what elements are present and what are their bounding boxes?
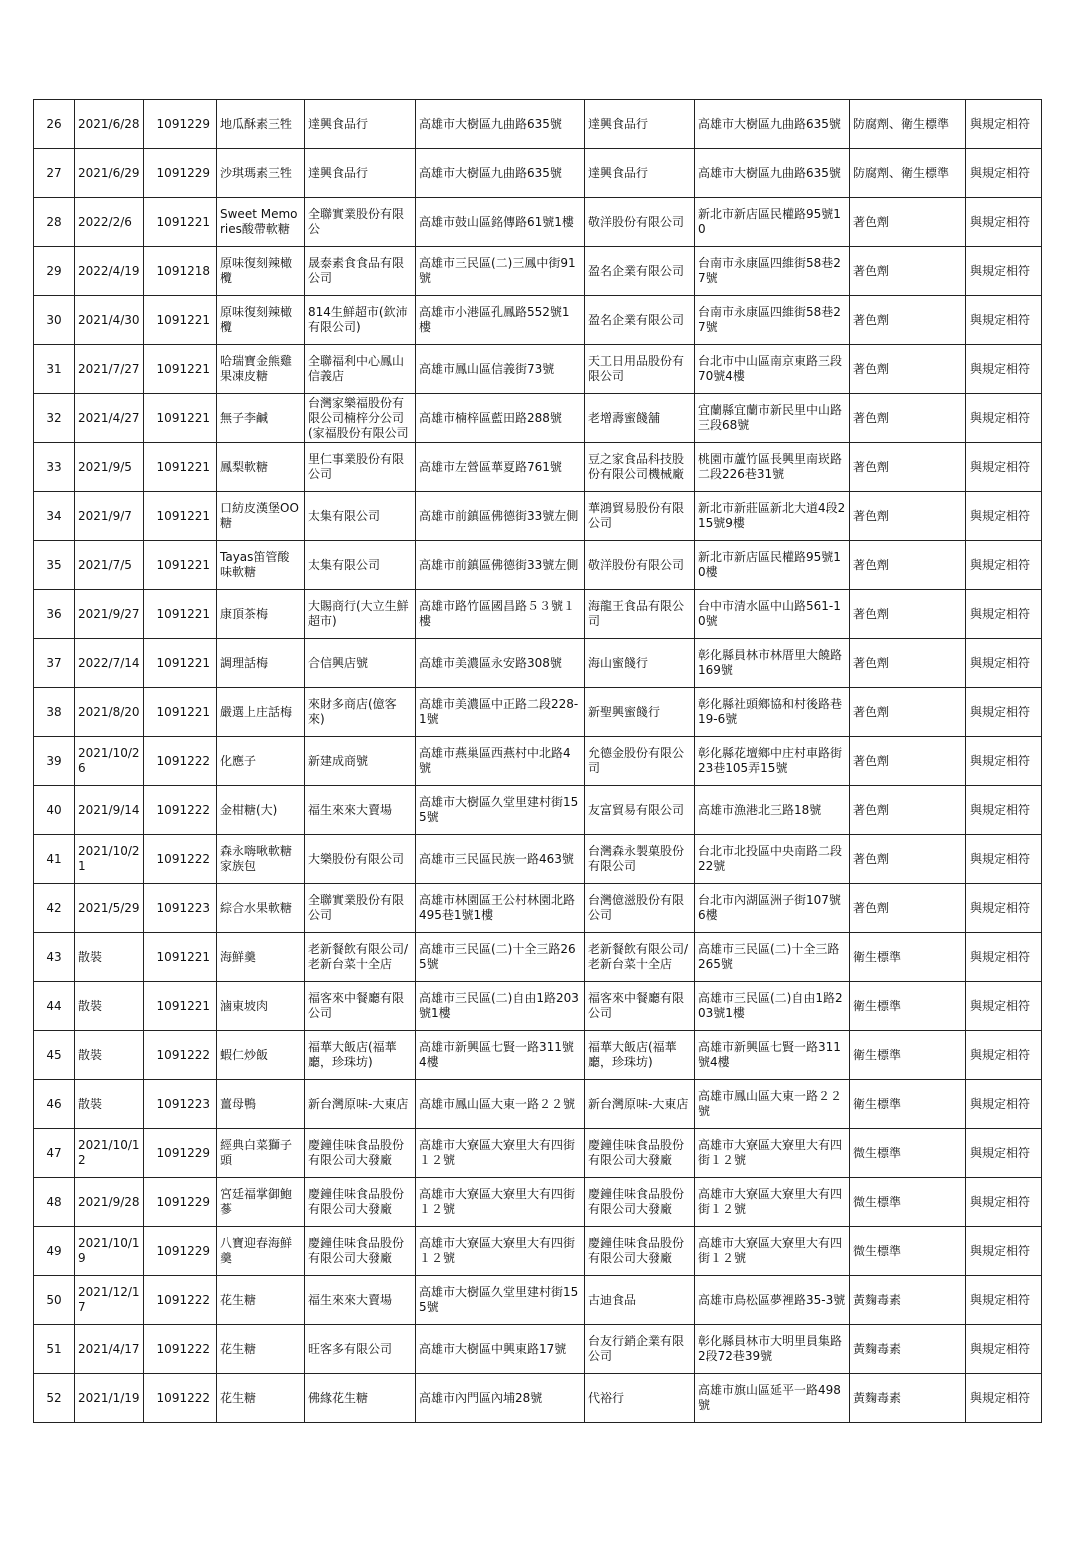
manufacture-date-cell: 2021/9/28 [75,1178,144,1227]
test-items-cell: 黃麴毒素 [850,1325,966,1374]
product-name-cell: 蝦仁炒飯 [217,1031,305,1080]
row-number-cell: 49 [34,1227,75,1276]
sampling-address-cell: 高雄市左營區華夏路761號 [416,443,585,492]
manufacturer-cell: 敬洋股份有限公司 [585,541,695,590]
manufacture-date-cell: 2021/7/27 [75,345,144,394]
test-items-cell: 著色劑 [850,198,966,247]
sampling-place-cell: 旺客多有限公司 [305,1325,416,1374]
sample-code-cell: 1091222 [144,1276,217,1325]
table-row [34,492,1042,541]
row-number-cell: 51 [34,1325,75,1374]
inspection-results-table [33,99,1042,1423]
manufacture-date-cell: 散裝 [75,1080,144,1129]
test-items-cell: 著色劑 [850,786,966,835]
product-name-cell: 金柑糖(大) [217,786,305,835]
sampling-place-cell: 佛緣花生糖 [305,1374,416,1423]
manufacture-date-cell: 2021/6/29 [75,149,144,198]
test-items-cell: 著色劑 [850,394,966,443]
sample-code-cell: 1091221 [144,296,217,345]
sampling-place-cell: 814生鮮超市(欽沛有限公司) [305,296,416,345]
manufacturer-cell: 達興食品行 [585,149,695,198]
sampling-address-cell: 高雄市大樹區九曲路635號 [416,149,585,198]
manufacturer-address-cell: 高雄市三民區(二)十全三路265號 [695,933,850,982]
product-name-cell: Sweet Memories酸帶軟糖 [217,198,305,247]
table-row [34,639,1042,688]
row-number-cell: 48 [34,1178,75,1227]
table-row [34,345,1042,394]
test-result-cell: 與規定相符 [966,639,1042,688]
manufacturer-address-cell: 彰化縣員林市大明里員集路2段72巷39號 [695,1325,850,1374]
manufacturer-cell: 允德金股份有限公司 [585,737,695,786]
sampling-place-cell: 福華大飯店(福華廳，珍珠坊) [305,1031,416,1080]
manufacturer-cell: 海山蜜餞行 [585,639,695,688]
sample-code-cell: 1091221 [144,590,217,639]
manufacturer-address-cell: 高雄市三民區(二)自由1路203號1樓 [695,982,850,1031]
row-number-cell: 27 [34,149,75,198]
test-result-cell: 與規定相符 [966,1374,1042,1423]
test-result-cell: 與規定相符 [966,1178,1042,1227]
test-items-cell: 著色劑 [850,688,966,737]
sampling-place-cell: 老新餐飲有限公司/老新台菜十全店 [305,933,416,982]
manufacturer-address-cell: 台南市永康區四維街58巷27號 [695,247,850,296]
sampling-address-cell: 高雄市大樹區九曲路635號 [416,100,585,149]
product-name-cell: 經典白菜獅子頭 [217,1129,305,1178]
sample-code-cell: 1091221 [144,688,217,737]
sampling-place-cell: 福生來來大賣場 [305,1276,416,1325]
row-number-cell: 41 [34,835,75,884]
test-result-cell: 與規定相符 [966,492,1042,541]
product-name-cell: 花生糖 [217,1276,305,1325]
sampling-place-cell: 達興食品行 [305,100,416,149]
sampling-place-cell: 大樂股份有限公司 [305,835,416,884]
sampling-address-cell: 高雄市鼓山區銘傳路61號1樓 [416,198,585,247]
test-items-cell: 著色劑 [850,443,966,492]
row-number-cell: 29 [34,247,75,296]
manufacture-date-cell: 2021/7/5 [75,541,144,590]
test-items-cell: 著色劑 [850,835,966,884]
table-row [34,541,1042,590]
test-items-cell: 防腐劑、衛生標準 [850,100,966,149]
sample-code-cell: 1091222 [144,1031,217,1080]
sampling-address-cell: 高雄市大寮區大寮里大有四街１２號 [416,1178,585,1227]
sampling-place-cell: 新台灣原味-大東店 [305,1080,416,1129]
manufacturer-cell: 慶鐘佳味食品股份有限公司大發廠 [585,1227,695,1276]
manufacturer-address-cell: 台北市內湖區洲子街107號6樓 [695,884,850,933]
manufacturer-cell: 盈名企業有限公司 [585,247,695,296]
manufacturer-cell: 代裕行 [585,1374,695,1423]
manufacture-date-cell: 2022/7/14 [75,639,144,688]
sampling-address-cell: 高雄市三民區民族一路463號 [416,835,585,884]
product-name-cell: 宮廷福掌御鮑蔘 [217,1178,305,1227]
test-result-cell: 與規定相符 [966,737,1042,786]
sampling-place-cell: 太集有限公司 [305,541,416,590]
manufacture-date-cell: 2022/4/19 [75,247,144,296]
manufacture-date-cell: 散裝 [75,933,144,982]
sampling-address-cell: 高雄市前鎮區佛德街33號左側 [416,492,585,541]
manufacturer-address-cell: 高雄市大樹區九曲路635號 [695,149,850,198]
sampling-address-cell: 高雄市大樹區久堂里建村街155號 [416,1276,585,1325]
sampling-address-cell: 高雄市鳳山區大東一路２２號 [416,1080,585,1129]
sampling-place-cell: 合信興店號 [305,639,416,688]
product-name-cell: 口紡皮漢堡OO糖 [217,492,305,541]
product-name-cell: Tayas笛管酸味軟糖 [217,541,305,590]
sample-code-cell: 1091221 [144,639,217,688]
sampling-address-cell: 高雄市美濃區永安路308號 [416,639,585,688]
manufacturer-address-cell: 新北市新店區民權路95號10 [695,198,850,247]
test-items-cell: 著色劑 [850,296,966,345]
product-name-cell: 康頂茶梅 [217,590,305,639]
table-body [34,100,1042,1423]
table-row [34,590,1042,639]
table-row [34,786,1042,835]
manufacturer-cell: 盈名企業有限公司 [585,296,695,345]
test-result-cell: 與規定相符 [966,345,1042,394]
manufacture-date-cell: 2021/9/14 [75,786,144,835]
sampling-place-cell: 福生來來大賣場 [305,786,416,835]
sampling-place-cell: 大賜商行(大立生鮮超市) [305,590,416,639]
sampling-place-cell: 福客來中餐廳有限公司 [305,982,416,1031]
sampling-address-cell: 高雄市大樹區久堂里建村街155號 [416,786,585,835]
sampling-place-cell: 全聯實業股份有限公司 [305,884,416,933]
sample-code-cell: 1091221 [144,443,217,492]
test-result-cell: 與規定相符 [966,835,1042,884]
sampling-address-cell: 高雄市三民區(二)三鳳中街91號 [416,247,585,296]
product-name-cell: 鳳梨軟糖 [217,443,305,492]
table-row [34,247,1042,296]
manufacturer-address-cell: 新北市新店區民權路95號10樓 [695,541,850,590]
manufacture-date-cell: 2021/4/30 [75,296,144,345]
sample-code-cell: 1091222 [144,786,217,835]
test-result-cell: 與規定相符 [966,1325,1042,1374]
manufacturer-cell: 新聖興蜜餞行 [585,688,695,737]
test-result-cell: 與規定相符 [966,198,1042,247]
product-name-cell: 哈瑞寶金熊雞果凍皮糖 [217,345,305,394]
table-row [34,198,1042,247]
manufacturer-cell: 台灣森永製菓股份有限公司 [585,835,695,884]
row-number-cell: 28 [34,198,75,247]
row-number-cell: 33 [34,443,75,492]
sampling-address-cell: 高雄市燕巢區西燕村中北路4號 [416,737,585,786]
manufacturer-cell: 天工日用品股份有限公司 [585,345,695,394]
sample-code-cell: 1091221 [144,982,217,1031]
manufacturer-address-cell: 高雄市漁港北三路18號 [695,786,850,835]
row-number-cell: 34 [34,492,75,541]
test-items-cell: 防腐劑、衛生標準 [850,149,966,198]
product-name-cell: 海鮮羹 [217,933,305,982]
table-row [34,1276,1042,1325]
test-items-cell: 衛生標準 [850,982,966,1031]
test-items-cell: 著色劑 [850,345,966,394]
sample-code-cell: 1091223 [144,884,217,933]
test-result-cell: 與規定相符 [966,1129,1042,1178]
manufacturer-address-cell: 彰化縣花壇鄉中庄村車路街23巷105弄15號 [695,737,850,786]
sample-code-cell: 1091222 [144,737,217,786]
sample-code-cell: 1091229 [144,100,217,149]
test-items-cell: 著色劑 [850,590,966,639]
sample-code-cell: 1091222 [144,1325,217,1374]
test-result-cell: 與規定相符 [966,394,1042,443]
test-items-cell: 衛生標準 [850,933,966,982]
manufacturer-cell: 慶鐘佳味食品股份有限公司大發廠 [585,1178,695,1227]
manufacture-date-cell: 2021/10/12 [75,1129,144,1178]
row-number-cell: 35 [34,541,75,590]
manufacturer-cell: 老增壽蜜餞舖 [585,394,695,443]
manufacturer-address-cell: 高雄市鳳山區大東一路２２號 [695,1080,850,1129]
manufacturer-address-cell: 宜蘭縣宜蘭市新民里中山路三段68號 [695,394,850,443]
sampling-address-cell: 高雄市大樹區中興東路17號 [416,1325,585,1374]
manufacturer-cell: 友富貿易有限公司 [585,786,695,835]
manufacture-date-cell: 2021/9/5 [75,443,144,492]
manufacturer-address-cell: 彰化縣員林市林厝里大饒路169號 [695,639,850,688]
manufacture-date-cell: 2021/8/20 [75,688,144,737]
row-number-cell: 50 [34,1276,75,1325]
test-items-cell: 微生標準 [850,1129,966,1178]
manufacturer-cell: 豆之家食品科技股份有限公司機械廠 [585,443,695,492]
test-items-cell: 衛生標準 [850,1031,966,1080]
sampling-address-cell: 高雄市大寮區大寮里大有四街１２號 [416,1129,585,1178]
sample-code-cell: 1091222 [144,835,217,884]
sampling-address-cell: 高雄市美濃區中正路二段228-1號 [416,688,585,737]
test-result-cell: 與規定相符 [966,149,1042,198]
sample-code-cell: 1091229 [144,1178,217,1227]
test-result-cell: 與規定相符 [966,590,1042,639]
manufacturer-cell: 福客來中餐廳有限公司 [585,982,695,1031]
test-items-cell: 著色劑 [850,541,966,590]
manufacturer-cell: 古迪食品 [585,1276,695,1325]
manufacturer-address-cell: 高雄市大寮區大寮里大有四街１２號 [695,1129,850,1178]
sampling-address-cell: 高雄市路竹區國昌路５３號１樓 [416,590,585,639]
sampling-place-cell: 台灣家樂福股份有限公司楠梓分公司(家福股份有限公司 [305,394,416,443]
row-number-cell: 43 [34,933,75,982]
product-name-cell: 化應子 [217,737,305,786]
test-result-cell: 與規定相符 [966,688,1042,737]
test-result-cell: 與規定相符 [966,982,1042,1031]
row-number-cell: 26 [34,100,75,149]
manufacturer-cell: 新台灣原味-大東店 [585,1080,695,1129]
sampling-place-cell: 慶鐘佳味食品股份有限公司大發廠 [305,1227,416,1276]
sampling-address-cell: 高雄市楠梓區藍田路288號 [416,394,585,443]
sampling-address-cell: 高雄市前鎮區佛德街33號左側 [416,541,585,590]
row-number-cell: 38 [34,688,75,737]
sample-code-cell: 1091221 [144,198,217,247]
product-name-cell: 花生糖 [217,1374,305,1423]
manufacturer-address-cell: 新北市新莊區新北大道4段215號9樓 [695,492,850,541]
row-number-cell: 47 [34,1129,75,1178]
test-result-cell: 與規定相符 [966,1080,1042,1129]
row-number-cell: 30 [34,296,75,345]
sample-code-cell: 1091221 [144,394,217,443]
test-result-cell: 與規定相符 [966,1031,1042,1080]
sample-code-cell: 1091223 [144,1080,217,1129]
sample-code-cell: 1091229 [144,149,217,198]
row-number-cell: 32 [34,394,75,443]
test-result-cell: 與規定相符 [966,443,1042,492]
test-items-cell: 著色劑 [850,737,966,786]
product-name-cell: 原味復刻辣橄欖 [217,296,305,345]
row-number-cell: 36 [34,590,75,639]
sample-code-cell: 1091229 [144,1129,217,1178]
sampling-place-cell: 全聯福利中心鳳山信義店 [305,345,416,394]
manufacture-date-cell: 2021/4/27 [75,394,144,443]
test-result-cell: 與規定相符 [966,884,1042,933]
manufacture-date-cell: 2021/6/28 [75,100,144,149]
test-result-cell: 與規定相符 [966,100,1042,149]
manufacture-date-cell: 2021/9/27 [75,590,144,639]
row-number-cell: 40 [34,786,75,835]
row-number-cell: 45 [34,1031,75,1080]
sample-code-cell: 1091221 [144,345,217,394]
sampling-place-cell: 達興食品行 [305,149,416,198]
sampling-address-cell: 高雄市鳳山區信義街73號 [416,345,585,394]
table-row [34,737,1042,786]
manufacturer-cell: 老新餐飲有限公司/老新台菜十全店 [585,933,695,982]
manufacturer-address-cell: 高雄市大寮區大寮里大有四街１２號 [695,1227,850,1276]
test-result-cell: 與規定相符 [966,1227,1042,1276]
table-row [34,688,1042,737]
table-row [34,1080,1042,1129]
sampling-place-cell: 慶鐘佳味食品股份有限公司大發廠 [305,1178,416,1227]
manufacturer-address-cell: 台北市中山區南京東路三段70號4樓 [695,345,850,394]
sampling-address-cell: 高雄市林園區王公村林園北路495巷1號1樓 [416,884,585,933]
sampling-place-cell: 晟泰素食食品有限公司 [305,247,416,296]
manufacturer-address-cell: 高雄市新興區七賢一路311號4樓 [695,1031,850,1080]
sample-code-cell: 1091229 [144,1227,217,1276]
sample-code-cell: 1091218 [144,247,217,296]
product-name-cell: 原味復刻辣橄欖 [217,247,305,296]
product-name-cell: 地瓜酥素三牲 [217,100,305,149]
manufacturer-cell: 福華大飯店(福華廳，珍珠坊) [585,1031,695,1080]
table-row [34,982,1042,1031]
test-items-cell: 衛生標準 [850,1080,966,1129]
table-row [34,296,1042,345]
row-number-cell: 37 [34,639,75,688]
sampling-address-cell: 高雄市小港區孔鳳路552號1樓 [416,296,585,345]
table-row [34,933,1042,982]
table-row [34,1374,1042,1423]
sampling-address-cell: 高雄市三民區(二)十全三路265號 [416,933,585,982]
manufacture-date-cell: 2021/4/17 [75,1325,144,1374]
manufacture-date-cell: 2021/5/29 [75,884,144,933]
manufacture-date-cell: 2021/12/17 [75,1276,144,1325]
manufacturer-cell: 華鴻貿易股份有限公司 [585,492,695,541]
product-name-cell: 滷東坡肉 [217,982,305,1031]
product-name-cell: 花生糖 [217,1325,305,1374]
test-items-cell: 黃麴毒素 [850,1374,966,1423]
manufacturer-cell: 慶鐘佳味食品股份有限公司大發廠 [585,1129,695,1178]
sampling-address-cell: 高雄市大寮區大寮里大有四街１２號 [416,1227,585,1276]
sample-code-cell: 1091222 [144,1374,217,1423]
row-number-cell: 42 [34,884,75,933]
manufacture-date-cell: 2021/10/26 [75,737,144,786]
table-row [34,443,1042,492]
manufacture-date-cell: 2021/9/7 [75,492,144,541]
test-result-cell: 與規定相符 [966,786,1042,835]
product-name-cell: 薑母鴨 [217,1080,305,1129]
test-items-cell: 著色劑 [850,492,966,541]
manufacturer-cell: 台友行銷企業有限公司 [585,1325,695,1374]
table-row [34,1178,1042,1227]
manufacturer-cell: 達興食品行 [585,100,695,149]
manufacturer-cell: 敬洋股份有限公司 [585,198,695,247]
row-number-cell: 44 [34,982,75,1031]
row-number-cell: 52 [34,1374,75,1423]
table-row [34,1227,1042,1276]
table-row [34,1031,1042,1080]
manufacturer-address-cell: 高雄市鳥松區夢裡路35-3號 [695,1276,850,1325]
sampling-place-cell: 來財多商店(億客來) [305,688,416,737]
row-number-cell: 39 [34,737,75,786]
table-row [34,835,1042,884]
row-number-cell: 31 [34,345,75,394]
product-name-cell: 八寶迎春海鮮羹 [217,1227,305,1276]
sample-code-cell: 1091221 [144,933,217,982]
manufacturer-address-cell: 台北市北投區中央南路二段22號 [695,835,850,884]
table-row [34,394,1042,443]
manufacturer-cell: 海龍王食品有限公司 [585,590,695,639]
manufacturer-address-cell: 台南市永康區四維街58巷27號 [695,296,850,345]
manufacturer-cell: 台灣億滋股份有限公司 [585,884,695,933]
table-row [34,1325,1042,1374]
test-result-cell: 與規定相符 [966,247,1042,296]
manufacture-date-cell: 2021/10/19 [75,1227,144,1276]
test-result-cell: 與規定相符 [966,296,1042,345]
test-result-cell: 與規定相符 [966,1276,1042,1325]
test-items-cell: 微生標準 [850,1178,966,1227]
manufacturer-address-cell: 彰化縣社頭鄉協和村後路巷19-6號 [695,688,850,737]
test-result-cell: 與規定相符 [966,541,1042,590]
manufacture-date-cell: 散裝 [75,1031,144,1080]
sampling-place-cell: 太集有限公司 [305,492,416,541]
manufacture-date-cell: 2021/10/21 [75,835,144,884]
test-items-cell: 著色劑 [850,884,966,933]
sampling-place-cell: 全聯實業股份有限公 [305,198,416,247]
manufacturer-address-cell: 台中市清水區中山路561-10號 [695,590,850,639]
manufacturer-address-cell: 高雄市大樹區九曲路635號 [695,100,850,149]
manufacturer-address-cell: 桃園市蘆竹區長興里南崁路二段226巷31號 [695,443,850,492]
test-items-cell: 著色劑 [850,247,966,296]
sampling-address-cell: 高雄市新興區七賢一路311號4樓 [416,1031,585,1080]
table-row [34,149,1042,198]
sample-code-cell: 1091221 [144,541,217,590]
manufacturer-address-cell: 高雄市旗山區延平一路498號 [695,1374,850,1423]
sample-code-cell: 1091221 [144,492,217,541]
table-row [34,1129,1042,1178]
sampling-place-cell: 慶鐘佳味食品股份有限公司大發廠 [305,1129,416,1178]
sampling-address-cell: 高雄市三民區(二)自由1路203號1樓 [416,982,585,1031]
product-name-cell: 綜合水果軟糖 [217,884,305,933]
row-number-cell: 46 [34,1080,75,1129]
table-row [34,884,1042,933]
sampling-place-cell: 新建成商號 [305,737,416,786]
table-row [34,100,1042,149]
sampling-place-cell: 里仁事業股份有限公司 [305,443,416,492]
product-name-cell: 森永嗨啾軟糖家族包 [217,835,305,884]
test-result-cell: 與規定相符 [966,933,1042,982]
manufacture-date-cell: 散裝 [75,982,144,1031]
product-name-cell: 無子李鹹 [217,394,305,443]
manufacture-date-cell: 2022/2/6 [75,198,144,247]
test-items-cell: 黃麴毒素 [850,1276,966,1325]
test-items-cell: 著色劑 [850,639,966,688]
test-items-cell: 微生標準 [850,1227,966,1276]
product-name-cell: 沙琪瑪素三牲 [217,149,305,198]
product-name-cell: 調理話梅 [217,639,305,688]
manufacturer-address-cell: 高雄市大寮區大寮里大有四街１２號 [695,1178,850,1227]
manufacture-date-cell: 2021/1/19 [75,1374,144,1423]
sampling-address-cell: 高雄市內門區內埔28號 [416,1374,585,1423]
product-name-cell: 嚴選上庄話梅 [217,688,305,737]
